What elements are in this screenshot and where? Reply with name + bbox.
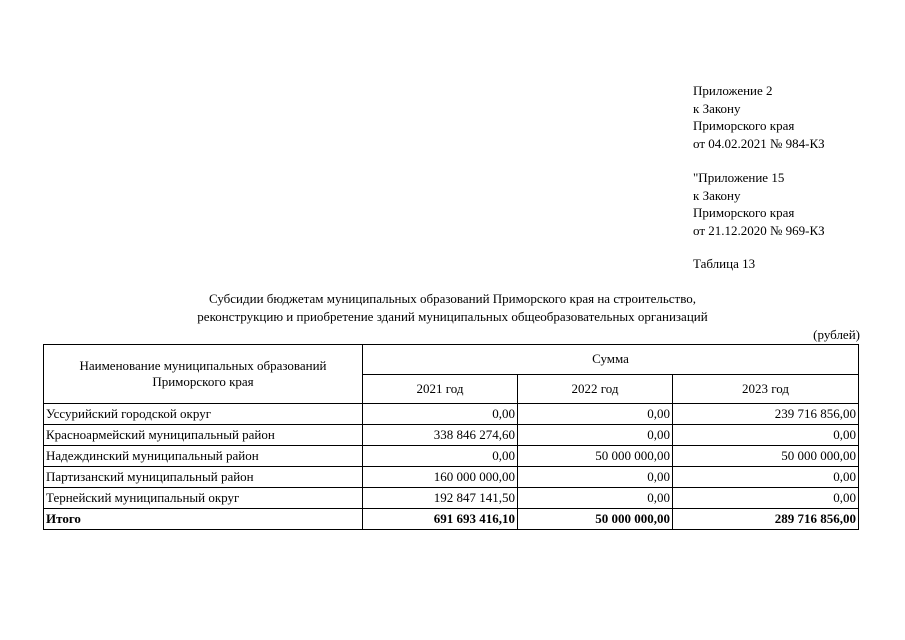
unit-label: (рублей)	[813, 327, 860, 342]
row-value-2021: 0,00	[363, 404, 518, 425]
row-value-2023: 0,00	[673, 467, 859, 488]
row-value-2023: 239 716 856,00	[673, 404, 859, 425]
total-label: Итого	[44, 509, 363, 530]
table-row	[44, 488, 859, 509]
row-value-2022: 0,00	[518, 404, 673, 425]
header-year-2021: 2021 год	[363, 374, 518, 404]
row-name: Партизанский муниципальный район	[44, 467, 363, 488]
row-name: Надеждинский муниципальный район	[44, 446, 363, 467]
total-row	[44, 509, 859, 530]
total-value-2022: 50 000 000,00	[518, 509, 673, 530]
row-name: Красноармейский муниципальный район	[44, 425, 363, 446]
row-value-2021: 338 846 274,60	[363, 425, 518, 446]
appendix-line: Приложение 2	[693, 83, 773, 98]
appendix-header	[693, 82, 825, 239]
row-value-2021: 192 847 141,50	[363, 488, 518, 509]
table-row	[44, 404, 859, 425]
appendix-line: Приморского края	[693, 205, 795, 220]
appendix-line: от 04.02.2021 № 984-КЗ	[693, 135, 825, 151]
total-value-2023: 289 716 856,00	[673, 509, 859, 530]
document-title	[100, 290, 805, 326]
row-name: Уссурийский городской округ	[44, 404, 363, 425]
subsidies-table	[43, 344, 859, 530]
row-value-2022: 0,00	[518, 488, 673, 509]
table-row	[44, 446, 859, 467]
table-row	[44, 467, 859, 488]
header-year-2022: 2022 год	[518, 374, 673, 404]
appendix-line: к Закону	[693, 187, 741, 203]
appendix-line: к Закону	[693, 100, 741, 116]
table-row	[44, 425, 859, 446]
header-sum: Сумма	[363, 345, 859, 375]
header-name: Наименование муниципальных образований Приморского края	[44, 345, 363, 404]
row-value-2022: 0,00	[518, 425, 673, 446]
appendix-line: от 21.12.2020 № 969-КЗ	[693, 222, 825, 238]
appendix-line: Приморского края	[693, 118, 795, 133]
row-value-2023: 0,00	[673, 488, 859, 509]
row-value-2021: 160 000 000,00	[363, 467, 518, 488]
row-value-2021: 0,00	[363, 446, 518, 467]
appendix-line: "Приложение 15	[693, 170, 785, 185]
header-year-2023: 2023 год	[673, 374, 859, 404]
title-line-1: Субсидии бюджетам муниципальных образований Приморского края на строительство,	[208, 291, 697, 306]
row-value-2022: 0,00	[518, 467, 673, 488]
row-value-2023: 50 000 000,00	[673, 446, 859, 467]
row-value-2023: 0,00	[673, 425, 859, 446]
row-value-2022: 50 000 000,00	[518, 446, 673, 467]
table-number: Таблица 13	[693, 256, 756, 271]
title-line-2: реконструкцию и приобретение зданий муниципальных общеобразовательных организаций	[197, 309, 708, 324]
row-name: Тернейский муниципальный округ	[44, 488, 363, 509]
total-value-2021: 691 693 416,10	[363, 509, 518, 530]
